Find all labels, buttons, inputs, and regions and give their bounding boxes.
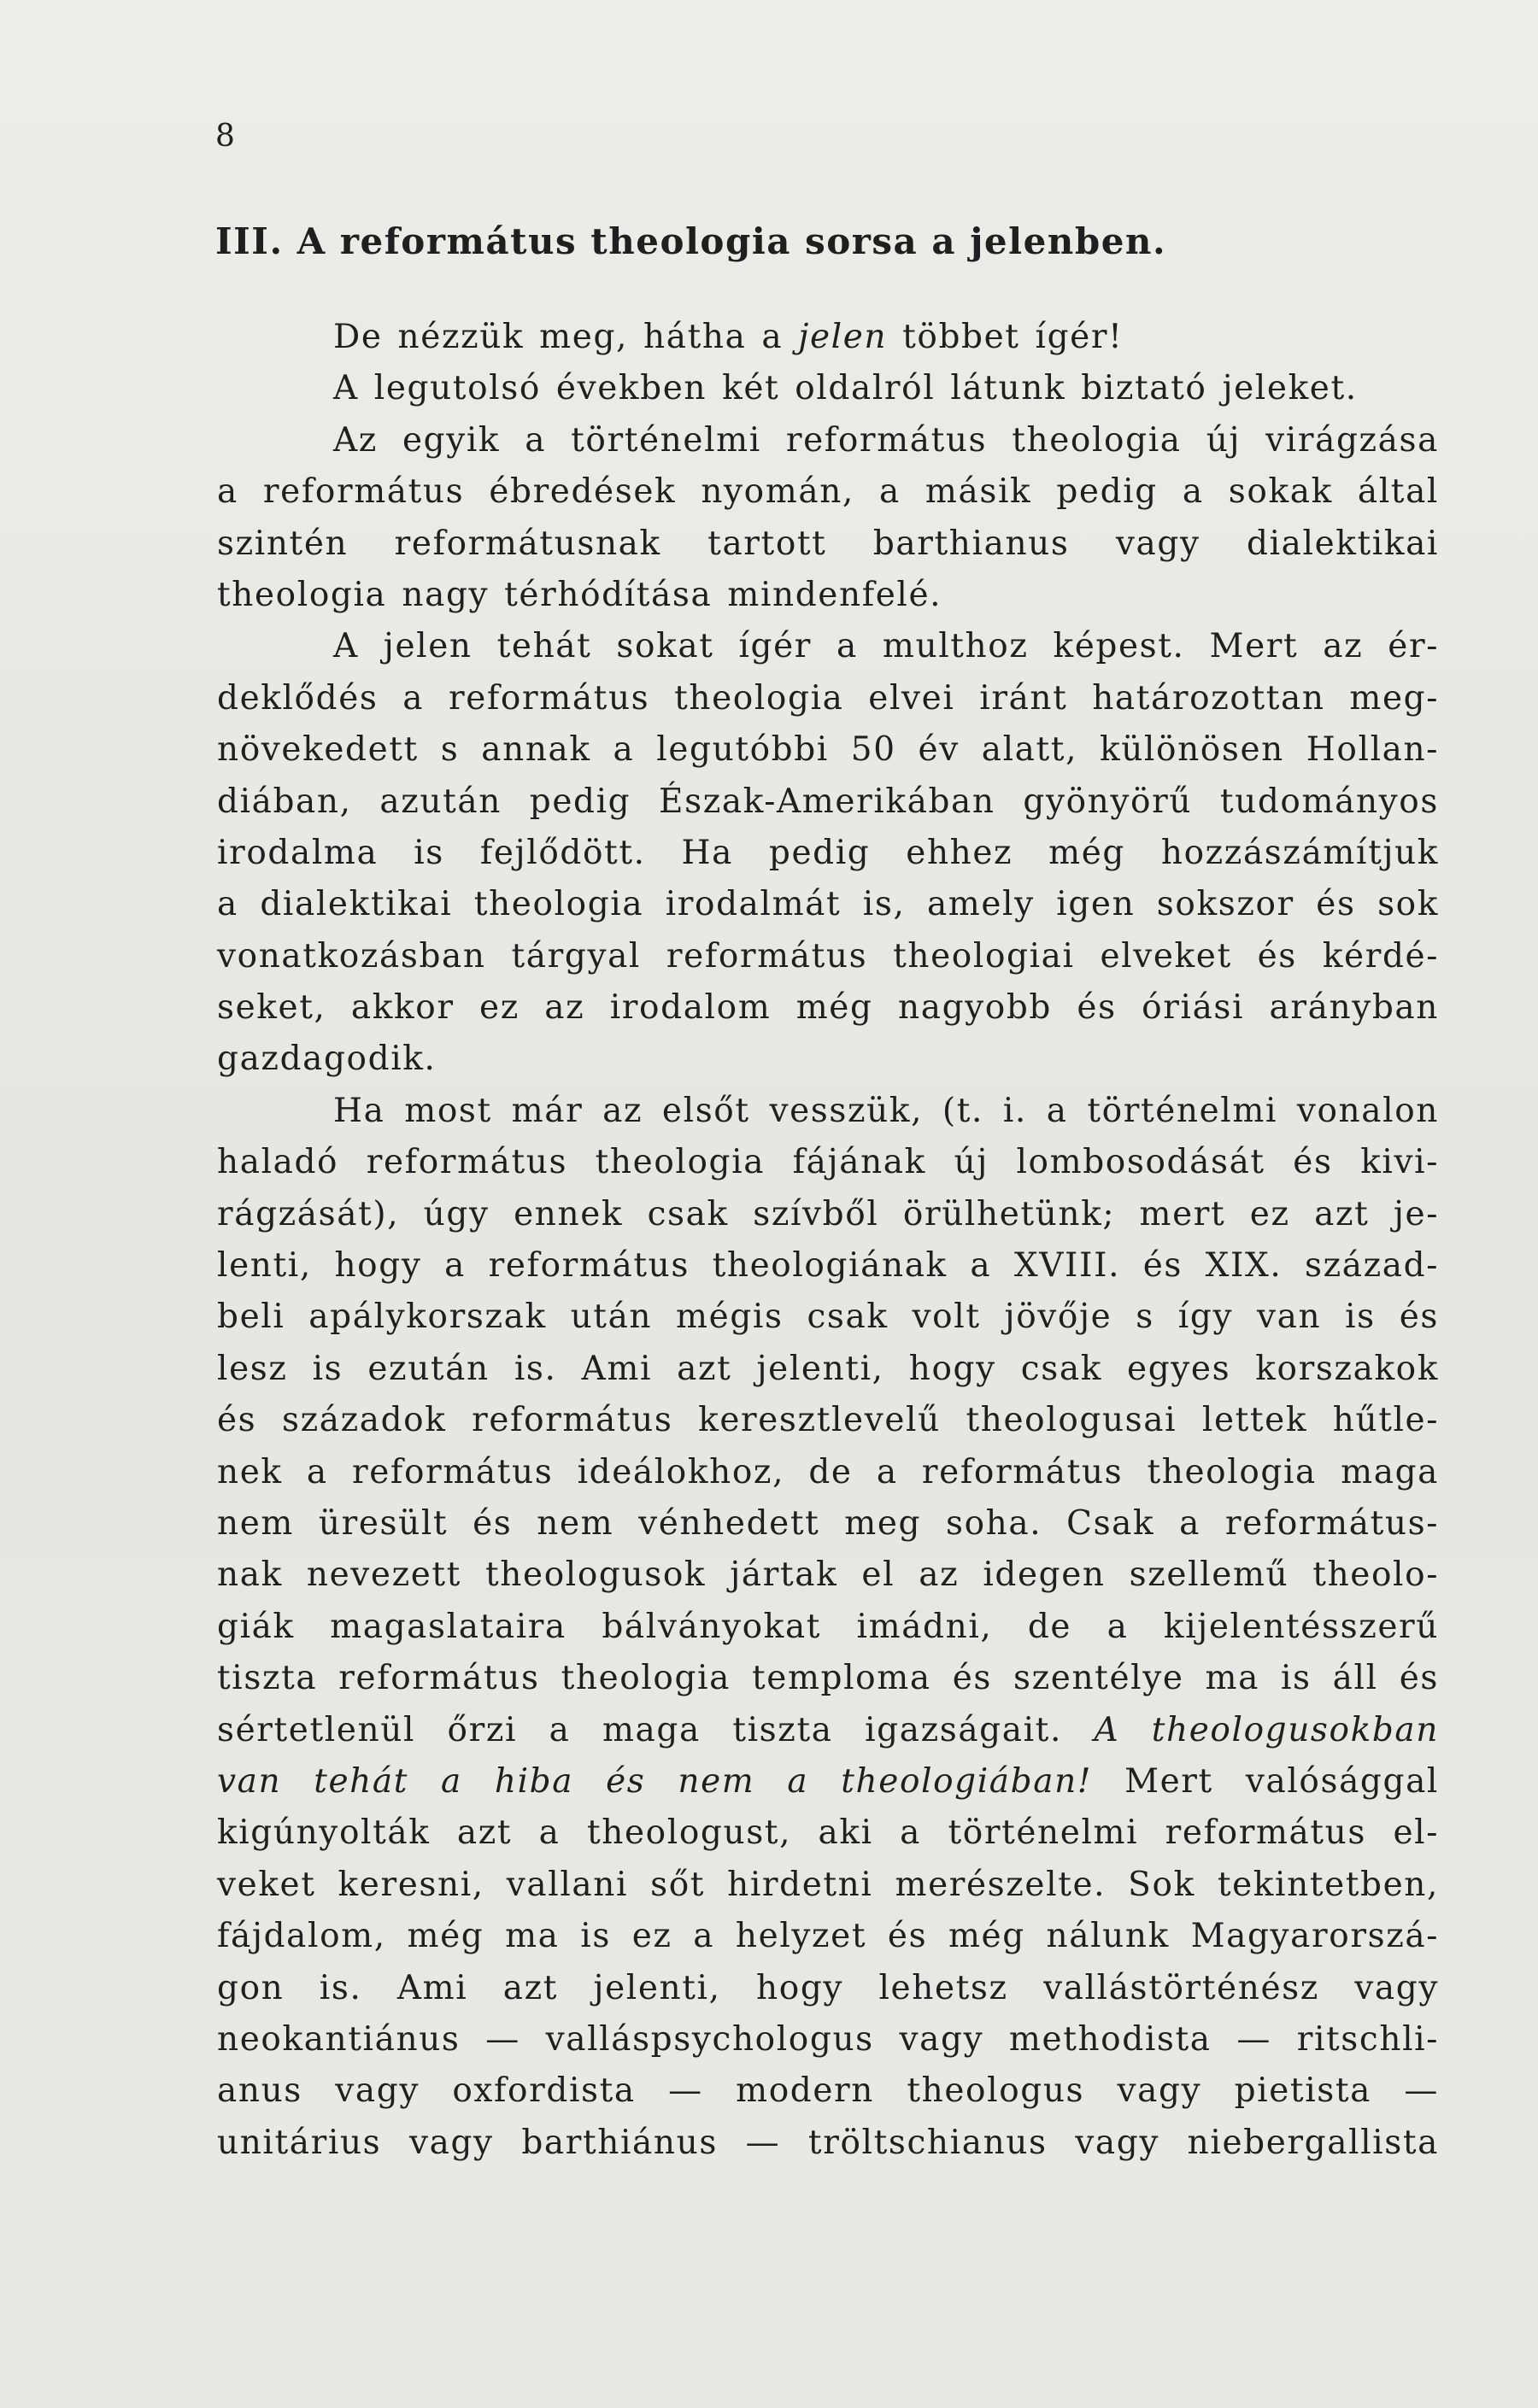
text-line: [217, 1498, 1439, 1550]
text-line: [217, 673, 1439, 724]
text-line: [217, 466, 1439, 518]
text-line: [217, 1395, 1439, 1446]
text-segment: lesz is ezután is. Ami azt jelenti, hogy csak egyes korszakok: [217, 1349, 1439, 1388]
text-line: [217, 415, 1439, 466]
text-segment: nem üresült és nem vénhedett meg soha. Csak a református-: [217, 1503, 1439, 1543]
text-segment: nak nevezett theologusok jártak el az idegen szellemű theolo-: [217, 1556, 1439, 1595]
italic-text: jelen: [798, 318, 888, 356]
text-segment: seket, akkor ez az irodalom még nagyobb és óriási arányban: [217, 988, 1439, 1028]
text-line: [217, 982, 1439, 1034]
text-line: [217, 1189, 1439, 1240]
text-line: [217, 1447, 1439, 1498]
text-line: [217, 621, 1439, 672]
text-segment: deklődés a református theologia elvei iránt határozottan meg-: [217, 678, 1439, 718]
text-line: [217, 1756, 1439, 1807]
text-segment: vonatkozásban tárgyal református theologiai elveket és kérdé-: [217, 936, 1439, 976]
italic-text: van tehát a hiba és nem a theologiában!: [217, 1761, 1093, 1801]
text-line: [217, 1705, 1439, 1756]
text-segment: gazdagodik.: [217, 1040, 437, 1079]
text-segment: és századok református keresztlevelű theologusai lettek hűtle-: [217, 1401, 1439, 1440]
text-segment: kigúnyolták azt a theologust, aki a történelmi református el-: [217, 1813, 1439, 1853]
text-line: [217, 312, 1439, 363]
text-line: [217, 1911, 1439, 1962]
text-line: [217, 570, 1439, 621]
text-line: [217, 1860, 1439, 1911]
text-segment: fájdalom, még ma is ez a helyzet és még nálunk Magyarorszá-: [217, 1917, 1439, 1956]
italic-text: A theologusokban: [1094, 1710, 1439, 1749]
page-number: 8: [215, 119, 236, 154]
text-segment: haladó református theologia fájának új lombosodását és kivi-: [217, 1143, 1439, 1182]
text-line: [217, 1034, 1439, 1085]
text-line: [217, 1086, 1439, 1137]
text-segment: gon is. Ami azt jelenti, hogy lehetsz vallástörténész vagy: [217, 1968, 1439, 2007]
text-segment: beli apálykorszak után mégis csak volt jövője s így van is és: [217, 1298, 1439, 1337]
text-line: [217, 776, 1439, 828]
text-line: [217, 519, 1439, 570]
text-segment: lenti, hogy a református theologiának a XVIII. és XIX. század-: [217, 1246, 1439, 1286]
text-segment: a dialektikai theologia irodalmát is, amely igen sokszor és sok: [217, 885, 1439, 924]
text-segment: A legutolsó években két oldalról látunk biztató jeleket.: [333, 369, 1358, 408]
text-line: [217, 2014, 1439, 2065]
text-line: [217, 1240, 1439, 1292]
text-segment: Az egyik a történelmi református theologia új virágzása: [333, 420, 1439, 460]
text-segment: irodalma is fejlődött. Ha pedig ehhez még hozzászámítjuk: [217, 833, 1439, 872]
text-segment: unitárius vagy barthiánus — tröltschianus vagy niebergallista: [217, 2123, 1439, 2162]
text-segment: Ha most már az elsőt vesszük, (t. i. a történelmi vonalon: [333, 1091, 1439, 1130]
text-line: [217, 1137, 1439, 1188]
text-segment: nek a református ideálokhoz, de a református theologia maga: [217, 1452, 1439, 1491]
text-line: [217, 828, 1439, 879]
text-line: [217, 1807, 1439, 1859]
text-line: [217, 1653, 1439, 1704]
body-text: [217, 312, 1439, 2169]
text-segment: Mert valósággal: [1092, 1761, 1439, 1801]
text-line: [217, 724, 1439, 776]
text-segment: diában, azután pedig Észak-Amerikában gyönyörű tudományos: [217, 782, 1439, 821]
text-segment: veket keresni, vallani sőt hirdetni merészelte. Sok tekintetben,: [217, 1865, 1439, 1904]
text-segment: szintén reformátusnak tartott barthianus vagy dialektikai: [217, 524, 1439, 563]
text-segment: a református ébredések nyomán, a másik pedig a sokak által: [217, 472, 1439, 512]
text-segment: neokantiánus — valláspsychologus vagy methodista — ritschli-: [217, 2019, 1439, 2059]
text-line: [217, 931, 1439, 982]
text-line: [217, 879, 1439, 930]
text-segment: növekedett s annak a legutóbbi 50 év alatt, különösen Hollan-: [217, 730, 1439, 770]
section-heading: III. A református theologia sorsa a jelenben.: [215, 220, 1167, 262]
text-segment: tiszta református theologia temploma és szentélye ma is áll és: [217, 1659, 1439, 1698]
text-line: [217, 2065, 1439, 2117]
text-segment: theologia nagy térhódítása mindenfelé.: [217, 575, 942, 614]
text-segment: rágzását), úgy ennek csak szívből örülhetünk; mert ez azt je-: [217, 1194, 1439, 1233]
text-line: [217, 1963, 1439, 2014]
text-segment: giák magaslataira bálványokat imádni, de a kijelentésszerű: [217, 1607, 1439, 1646]
text-line: [217, 1292, 1439, 1343]
text-segment: De nézzük meg, hátha a: [333, 318, 799, 356]
text-line: [217, 2118, 1439, 2169]
text-line: [217, 1550, 1439, 1601]
text-segment: sértetlenül őrzi a maga tiszta igazságait.: [217, 1710, 1095, 1749]
text-segment: A jelen tehát sokat ígér a multhoz képest. Mert az ér-: [333, 627, 1439, 666]
text-line: [217, 1602, 1439, 1653]
text-line: [217, 1344, 1439, 1395]
text-segment: anus vagy oxfordista — modern theologus vagy pietista —: [217, 2071, 1439, 2111]
text-line: [217, 363, 1439, 414]
text-segment: többet ígér!: [887, 318, 1124, 356]
